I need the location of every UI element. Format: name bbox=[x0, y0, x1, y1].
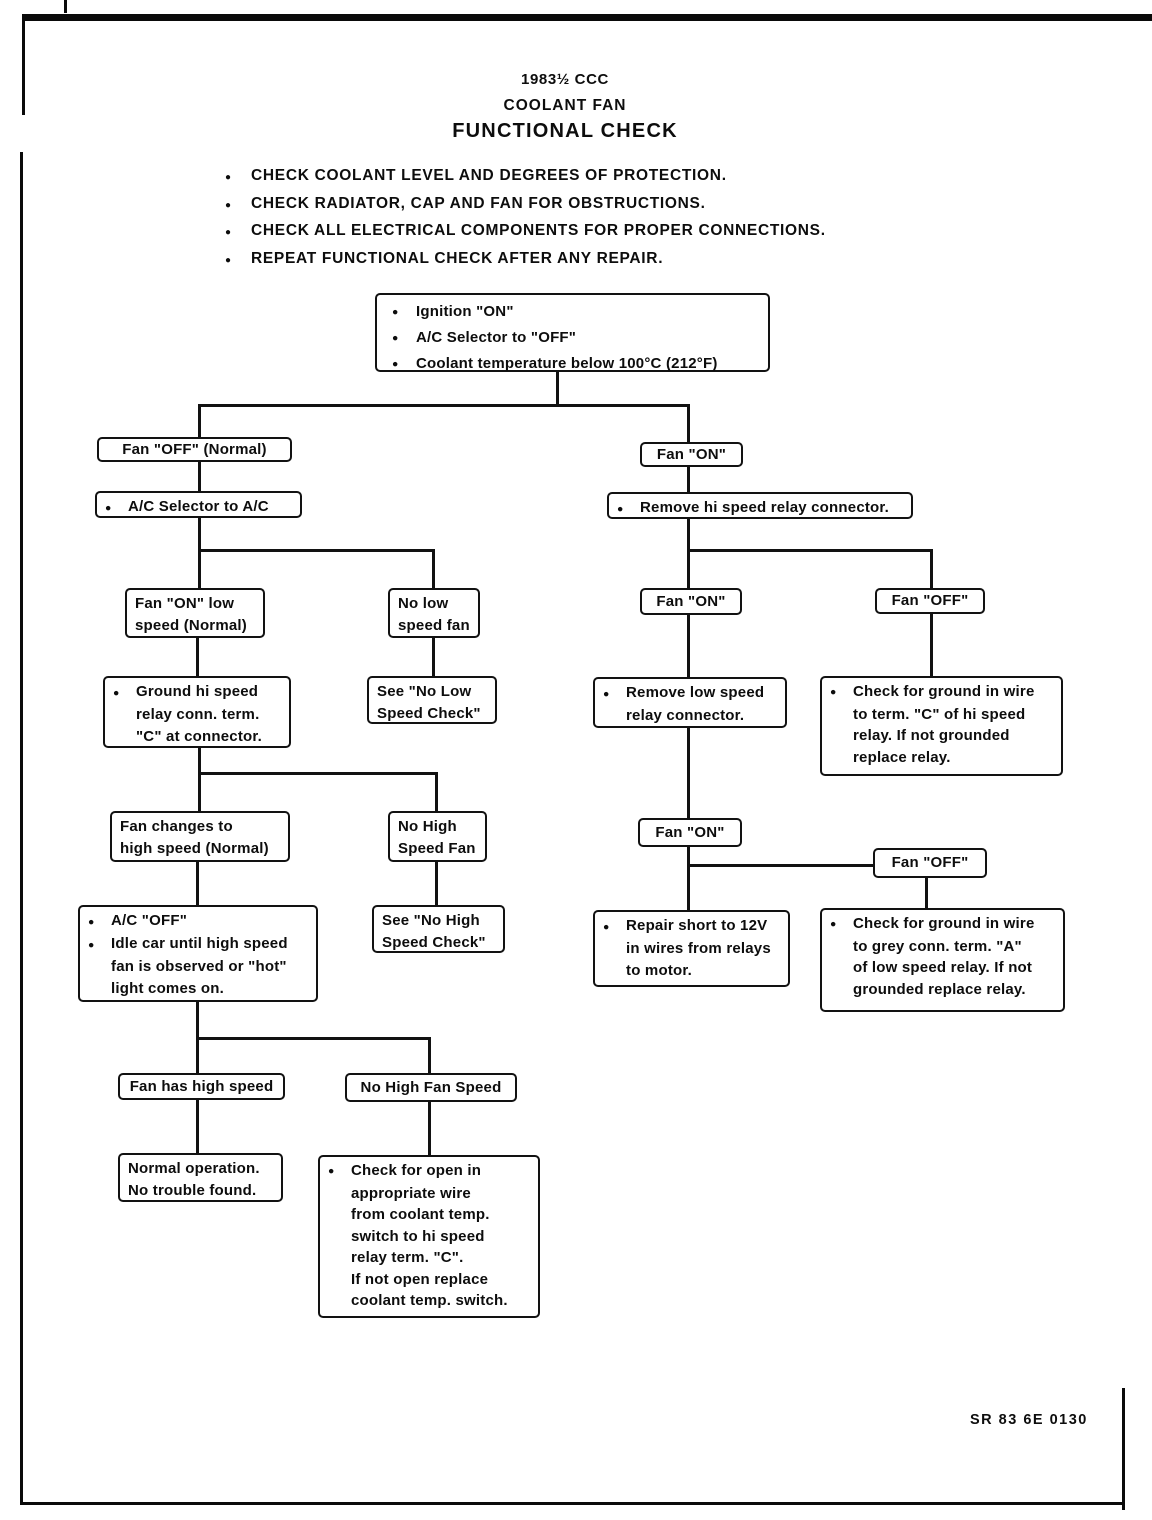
text-content: Check for ground in wire bbox=[853, 915, 1035, 932]
connector-line bbox=[432, 636, 435, 677]
text-content: to motor. bbox=[626, 962, 692, 979]
bullet-icon: ● bbox=[105, 502, 112, 514]
text-line bbox=[225, 250, 826, 270]
text-content: Fan has high speed bbox=[129, 1077, 274, 1095]
node-fan-off-normal bbox=[97, 437, 292, 462]
text-line bbox=[328, 1269, 532, 1291]
connector-line bbox=[687, 465, 690, 493]
connector-line bbox=[196, 1000, 199, 1040]
text-content: Check for open in bbox=[351, 1162, 482, 1179]
text-line bbox=[830, 681, 1055, 704]
text-content: See "No Low bbox=[377, 683, 472, 700]
node-fan-has-high-speed bbox=[118, 1073, 285, 1100]
text-line bbox=[603, 915, 782, 938]
bullet-spacer bbox=[830, 704, 853, 726]
text-line bbox=[603, 960, 782, 982]
connector-line bbox=[687, 549, 690, 589]
text-line bbox=[113, 726, 283, 748]
bullet-icon: ● bbox=[617, 503, 624, 515]
bullet-spacer bbox=[830, 747, 853, 769]
connector-line bbox=[930, 612, 933, 677]
text-content: relay term. "C". bbox=[351, 1249, 464, 1266]
text-content: Fan "OFF" bbox=[891, 592, 969, 609]
connector-line bbox=[198, 549, 435, 552]
text-line bbox=[830, 936, 1057, 958]
bullet-spacer bbox=[328, 1290, 351, 1312]
connector-line bbox=[930, 549, 933, 589]
node-check-open-wire bbox=[318, 1155, 540, 1318]
text-content: No low bbox=[398, 595, 449, 612]
node-no-high-fan-speed bbox=[345, 1073, 517, 1102]
text-content: Normal operation. bbox=[128, 1160, 260, 1177]
text-content: Idle car until high speed bbox=[111, 935, 288, 952]
node-remove-hi-speed-relay-connector bbox=[607, 492, 913, 519]
bullet-spacer bbox=[830, 725, 853, 747]
connector-line bbox=[196, 636, 199, 677]
connector-line bbox=[196, 1037, 199, 1074]
text-content: to grey conn. term. "A" bbox=[853, 937, 1022, 955]
node-fan-on-lower bbox=[638, 818, 742, 847]
bullet-icon: ● bbox=[225, 254, 232, 266]
text-line bbox=[128, 1158, 275, 1180]
bullet-spacer bbox=[328, 1247, 351, 1269]
bullet-spacer bbox=[328, 1269, 351, 1291]
node-ac-off-idle-car bbox=[78, 905, 318, 1002]
text-content: "C" at connector. bbox=[136, 728, 262, 745]
text-content: high speed (Normal) bbox=[120, 840, 269, 857]
connector-line bbox=[198, 746, 201, 775]
text-line bbox=[135, 593, 257, 615]
connector-line bbox=[428, 1101, 431, 1156]
text-content: Coolant temperature below 100°C (212°F) bbox=[416, 355, 718, 372]
text-content: A/C Selector to "OFF" bbox=[416, 329, 577, 346]
text-line bbox=[113, 704, 283, 726]
text-content: No trouble found. bbox=[128, 1182, 257, 1199]
text-line bbox=[392, 299, 762, 325]
connector-line bbox=[432, 549, 435, 589]
text-line bbox=[603, 682, 779, 705]
connector-line bbox=[687, 844, 690, 911]
text-line bbox=[122, 439, 267, 461]
text-line bbox=[328, 1247, 532, 1269]
bullet-spacer bbox=[88, 978, 111, 1000]
text-content: Fan "ON" bbox=[656, 592, 726, 610]
node-repair-short-to-12v bbox=[593, 910, 790, 987]
bullet-icon: ● bbox=[88, 916, 95, 928]
scan-left-border bbox=[20, 152, 23, 1504]
text-line bbox=[830, 979, 1057, 1001]
text-content: grounded replace relay. bbox=[853, 980, 1026, 998]
text-line bbox=[830, 704, 1055, 726]
text-content: fan is observed or "hot" bbox=[111, 958, 287, 975]
text-content: Remove low speed bbox=[626, 684, 765, 701]
text-line bbox=[830, 725, 1055, 747]
text-line bbox=[892, 590, 969, 612]
connector-line bbox=[428, 1037, 431, 1074]
text-line bbox=[120, 816, 282, 838]
text-line bbox=[88, 933, 310, 956]
text-line bbox=[88, 978, 310, 1000]
connector-line bbox=[196, 860, 199, 906]
connector-line bbox=[198, 516, 201, 551]
text-content: Speed Fan bbox=[398, 840, 476, 857]
text-content: A/C Selector to A/C bbox=[128, 498, 269, 515]
node-fan-off-right bbox=[875, 588, 985, 614]
text-content: CHECK ALL ELECTRICAL COMPONENTS FOR PROPER CONNECTIONS. bbox=[251, 222, 826, 239]
text-content: A/C "OFF" bbox=[111, 912, 188, 929]
scan-mark bbox=[64, 0, 67, 13]
node-no-low-speed-fan bbox=[388, 588, 480, 638]
node-fan-on-mid bbox=[640, 588, 742, 615]
text-line bbox=[603, 705, 779, 727]
text-content: See "No High bbox=[382, 912, 480, 929]
text-content: If not open replace bbox=[351, 1270, 489, 1288]
text-content: Speed Check" bbox=[382, 934, 486, 951]
connector-line bbox=[687, 864, 875, 867]
text-line bbox=[830, 913, 1057, 936]
connector-line bbox=[198, 772, 438, 775]
bullet-icon: ● bbox=[830, 686, 837, 698]
node-fan-on-low-speed-normal bbox=[125, 588, 265, 638]
scan-bottom-border bbox=[20, 1502, 1125, 1505]
text-line bbox=[830, 957, 1057, 979]
text-content: relay. If not grounded bbox=[853, 727, 1010, 744]
bullet-spacer bbox=[113, 704, 136, 726]
node-normal-operation bbox=[118, 1153, 283, 1202]
text-line bbox=[392, 351, 762, 377]
text-line bbox=[830, 747, 1055, 769]
node-see-no-low-speed-check bbox=[367, 676, 497, 724]
bullet-icon: ● bbox=[225, 199, 232, 211]
text-content: No High bbox=[398, 818, 457, 835]
node-fan-changes-to-high-speed bbox=[110, 811, 290, 862]
connector-line bbox=[435, 772, 438, 812]
bullet-spacer bbox=[830, 936, 853, 958]
text-content: Fan "OFF" (Normal) bbox=[122, 440, 267, 458]
text-content: Fan "ON" bbox=[656, 445, 727, 463]
bullet-icon: ● bbox=[88, 939, 95, 951]
node-start-conditions bbox=[375, 293, 770, 372]
doc-title-year: 1983½ CCC bbox=[521, 71, 609, 88]
text-line bbox=[225, 195, 826, 215]
text-line bbox=[225, 167, 826, 187]
node-ground-hi-speed-relay bbox=[103, 676, 291, 748]
text-line bbox=[398, 838, 479, 860]
text-content: Check for ground in wire bbox=[853, 683, 1035, 700]
text-content: coolant temp. switch. bbox=[351, 1292, 508, 1309]
text-line bbox=[617, 497, 905, 520]
connector-line bbox=[198, 549, 201, 589]
scan-right-border bbox=[1122, 1388, 1125, 1510]
text-content: speed fan bbox=[398, 617, 470, 634]
connector-line bbox=[198, 460, 201, 492]
bullet-spacer bbox=[328, 1183, 351, 1205]
bullet-icon: ● bbox=[328, 1165, 335, 1177]
node-no-high-speed-fan bbox=[388, 811, 487, 862]
text-line bbox=[328, 1290, 532, 1312]
bullet-spacer bbox=[603, 938, 626, 960]
text-line bbox=[328, 1204, 532, 1226]
connector-line bbox=[198, 772, 201, 812]
text-content: Fan changes to bbox=[120, 818, 233, 835]
connector-line bbox=[196, 1099, 199, 1154]
text-content: to term. "C" of hi speed bbox=[853, 705, 1026, 723]
connector-line bbox=[687, 726, 690, 819]
text-content: CHECK RADIATOR, CAP AND FAN FOR OBSTRUCTIONS. bbox=[251, 194, 706, 212]
doc-title-main: FUNCTIONAL CHECK bbox=[452, 120, 678, 142]
bullet-icon: ● bbox=[225, 172, 232, 183]
text-line bbox=[892, 852, 969, 874]
text-content: Fan "ON" bbox=[655, 823, 725, 841]
text-content: Fan "OFF" bbox=[891, 854, 969, 871]
bullet-spacer bbox=[113, 726, 136, 748]
connector-line bbox=[687, 517, 690, 551]
text-content: light comes on. bbox=[111, 980, 225, 997]
connector-line bbox=[687, 404, 690, 443]
text-content: speed (Normal) bbox=[135, 617, 247, 634]
text-line bbox=[603, 938, 782, 960]
text-line bbox=[655, 822, 724, 844]
node-check-ground-low-speed-relay bbox=[820, 908, 1065, 1012]
bullet-spacer bbox=[328, 1204, 351, 1226]
bullet-icon: ● bbox=[603, 921, 610, 933]
node-check-ground-hi-speed-relay bbox=[820, 676, 1063, 776]
text-line bbox=[361, 1077, 502, 1099]
node-fan-off-lower bbox=[873, 848, 987, 878]
bullet-spacer bbox=[88, 956, 111, 978]
text-line bbox=[382, 932, 497, 954]
node-see-no-high-speed-check bbox=[372, 905, 505, 953]
bullet-icon: ● bbox=[603, 688, 610, 700]
text-line bbox=[88, 910, 310, 933]
bullet-icon: ● bbox=[225, 227, 232, 238]
text-content: Remove hi speed relay connector. bbox=[640, 499, 889, 516]
text-line bbox=[382, 910, 497, 932]
bullet-spacer bbox=[830, 979, 853, 1001]
text-line bbox=[130, 1076, 274, 1098]
text-content: relay connector. bbox=[626, 707, 745, 724]
bullet-icon: ● bbox=[392, 306, 399, 318]
text-content: CHECK COOLANT LEVEL AND DEGREES OF PROTECTION. bbox=[251, 167, 727, 184]
text-line bbox=[377, 703, 489, 725]
text-line bbox=[113, 681, 283, 704]
doc-title-subject: COOLANT FAN bbox=[503, 97, 627, 114]
text-line bbox=[328, 1160, 532, 1183]
text-line bbox=[392, 325, 762, 351]
text-line bbox=[328, 1226, 532, 1248]
connector-line bbox=[925, 876, 928, 909]
document-code: SR 83 6E 0130 bbox=[970, 1412, 1088, 1428]
text-line bbox=[377, 681, 489, 703]
text-content: replace relay. bbox=[853, 748, 951, 766]
connector-line bbox=[198, 404, 201, 438]
text-content: switch to hi speed bbox=[351, 1227, 485, 1245]
text-line bbox=[398, 593, 472, 615]
text-line bbox=[135, 615, 257, 637]
text-content: REPEAT FUNCTIONAL CHECK AFTER ANY REPAIR. bbox=[251, 249, 664, 267]
text-content: No High Fan Speed bbox=[360, 1078, 502, 1096]
connector-line bbox=[435, 860, 438, 906]
node-ac-selector-to-ac bbox=[95, 491, 302, 518]
connector-line bbox=[687, 549, 933, 552]
text-content: relay conn. term. bbox=[136, 706, 260, 723]
text-line bbox=[328, 1183, 532, 1205]
bullet-icon: ● bbox=[392, 332, 399, 344]
text-line bbox=[105, 496, 294, 519]
text-line bbox=[398, 816, 479, 838]
text-content: Ignition "ON" bbox=[416, 303, 514, 320]
bullet-icon: ● bbox=[392, 358, 399, 370]
text-content: appropriate wire bbox=[351, 1184, 471, 1202]
bullet-spacer bbox=[328, 1226, 351, 1248]
connector-line bbox=[687, 613, 690, 678]
text-line bbox=[657, 444, 726, 466]
text-line bbox=[128, 1180, 275, 1202]
bullet-icon: ● bbox=[830, 918, 837, 930]
bullet-icon: ● bbox=[113, 687, 120, 699]
bullet-spacer bbox=[603, 705, 626, 727]
text-content: Repair short to 12V bbox=[626, 917, 768, 934]
text-content: Fan "ON" low bbox=[135, 595, 235, 612]
scan-top-border bbox=[22, 14, 1152, 21]
text-line bbox=[398, 615, 472, 637]
node-remove-low-speed-relay-connector bbox=[593, 677, 787, 728]
text-content: Speed Check" bbox=[377, 705, 481, 722]
connector-line bbox=[196, 1037, 431, 1040]
text-line bbox=[120, 838, 282, 860]
text-content: in wires from relays bbox=[626, 940, 771, 957]
text-content: Ground hi speed bbox=[136, 683, 259, 700]
text-line bbox=[656, 591, 725, 613]
bullet-spacer bbox=[603, 960, 626, 982]
text-line bbox=[225, 222, 826, 242]
checklist bbox=[225, 167, 826, 277]
text-line bbox=[88, 956, 310, 978]
bullet-spacer bbox=[830, 957, 853, 979]
connector-line bbox=[198, 404, 690, 407]
node-fan-on-top bbox=[640, 442, 743, 467]
text-content: of low speed relay. If not bbox=[853, 959, 1033, 976]
text-content: from coolant temp. bbox=[351, 1206, 490, 1223]
